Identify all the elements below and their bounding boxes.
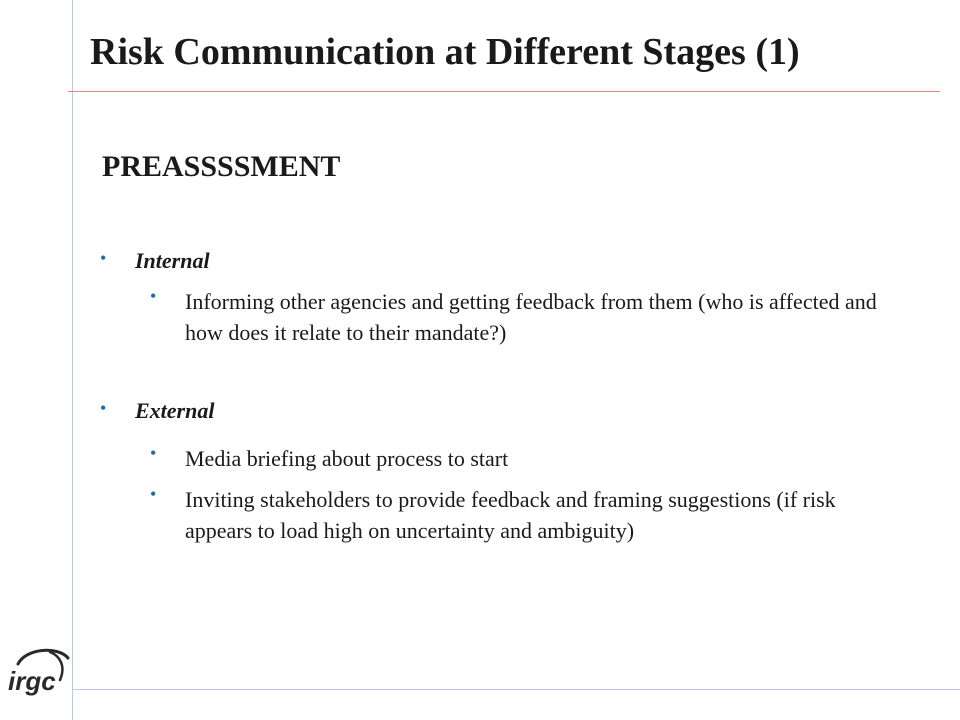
logo-wordmark: irgc bbox=[8, 666, 56, 696]
bullet-dot-icon: • bbox=[100, 398, 107, 418]
sub-bullet-media bbox=[150, 443, 890, 474]
bullet-dot-icon: • bbox=[150, 484, 157, 504]
bullet-dot-icon: • bbox=[150, 286, 157, 306]
bullet-dot-icon: • bbox=[150, 443, 157, 463]
sub-bullet-text: Inviting stakeholders to provide feedback and framing suggestions (if risk appears to load high on uncertainty and ambiguity) bbox=[185, 487, 836, 543]
bullet-dot-icon: • bbox=[100, 248, 107, 268]
sub-bullet-stakeholders bbox=[150, 484, 890, 546]
sub-bullet-informing bbox=[150, 286, 890, 348]
bullet-label-external: External bbox=[135, 398, 215, 423]
title-underline bbox=[68, 91, 940, 92]
bullet-label-internal: Internal bbox=[135, 248, 210, 273]
bottom-frame-line bbox=[72, 689, 960, 690]
section-heading: PREASSSSMENT bbox=[102, 150, 341, 183]
sub-bullet-text: Media briefing about process to start bbox=[185, 446, 509, 471]
slide-title: Risk Communication at Different Stages (1) bbox=[90, 31, 800, 73]
left-frame-line bbox=[72, 0, 73, 720]
sub-bullet-text: Informing other agencies and getting feedback from them (who is affected and how does it relate to their mandate?) bbox=[185, 289, 877, 345]
irgc-logo-icon bbox=[4, 640, 74, 704]
